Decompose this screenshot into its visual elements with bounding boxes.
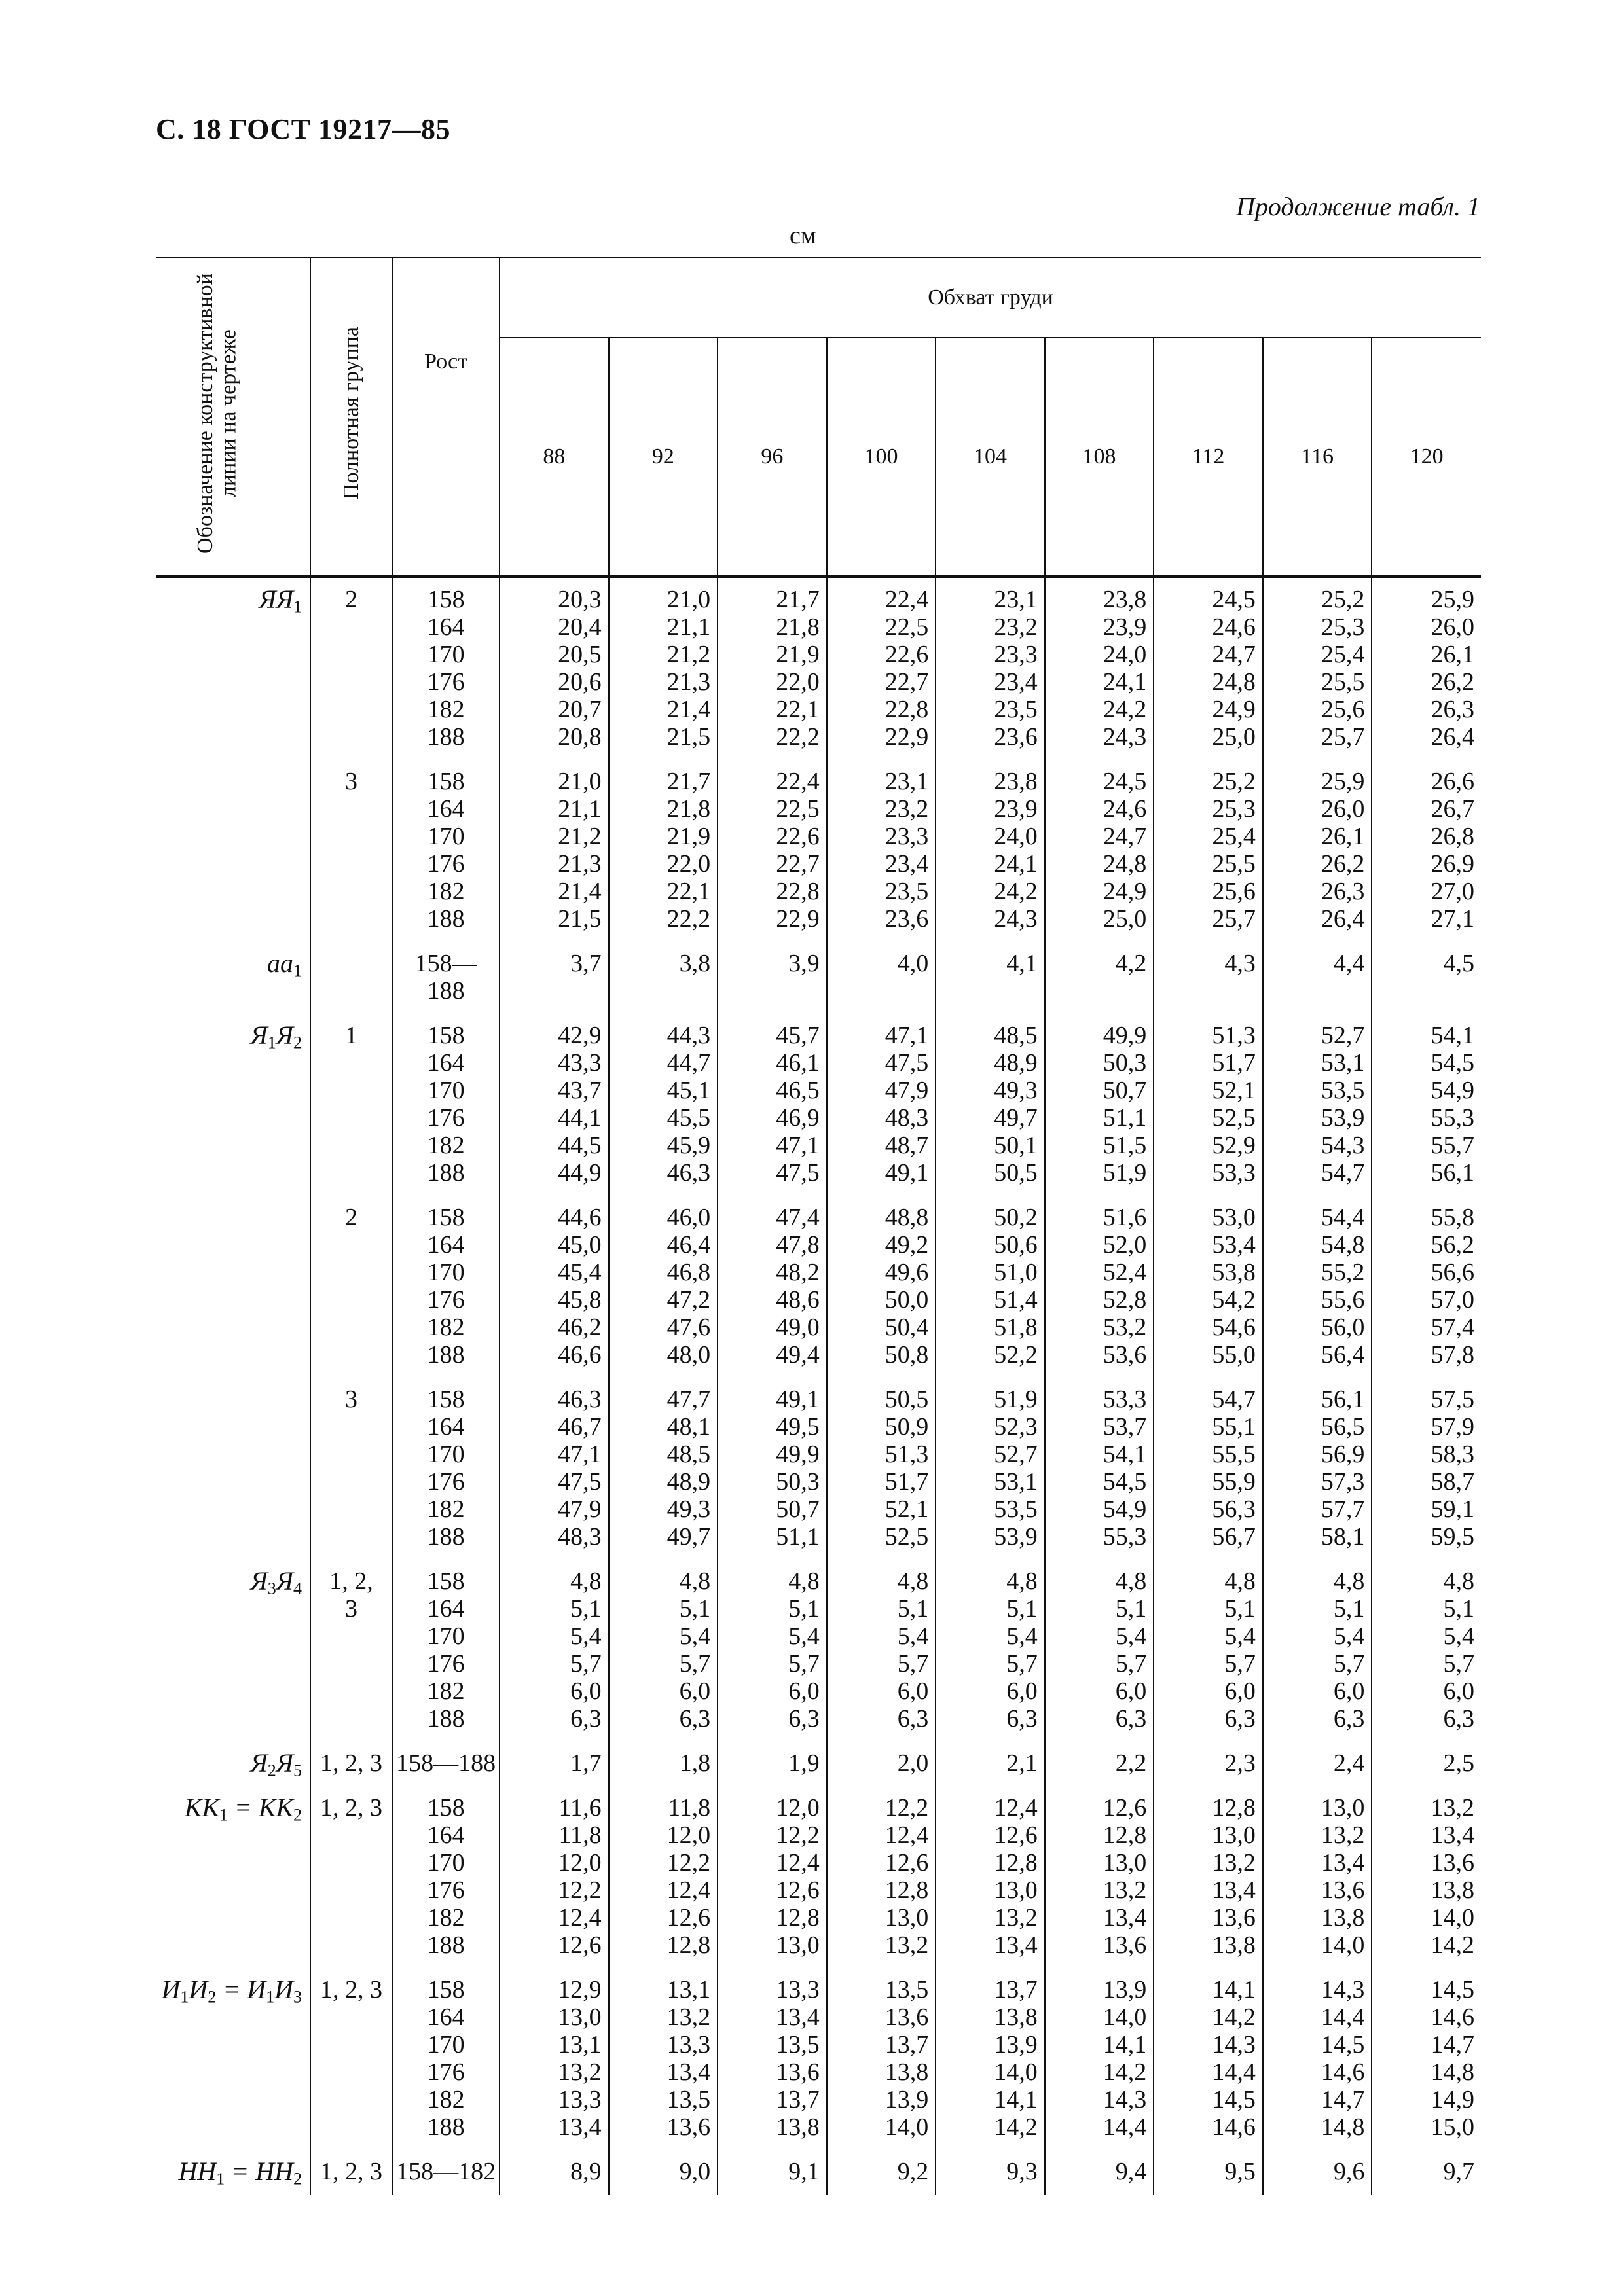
measurement-values: 11,6 11,8 12,0 12,2 12,4 12,6: [500, 1786, 609, 1968]
header-chest-size: 104: [936, 338, 1045, 576]
measurement-values: 4,8 5,1 5,4 5,7 6,0 6,3: [609, 1560, 718, 1742]
measurement-values: 21,0 21,1 21,2 21,3 21,4 21,5: [500, 760, 609, 942]
measurement-values: 9,3: [936, 2150, 1045, 2195]
measurement-values: 2,0: [827, 1742, 936, 1786]
measurement-values: 51,9 52,3 52,7 53,1 53,5 53,9: [936, 1378, 1045, 1560]
measurement-values: 53,3 53,7 54,1 54,5 54,9 55,3: [1045, 1378, 1154, 1560]
measurement-values: 3,9: [718, 942, 827, 1014]
fullness-group: 1, 2, 3: [310, 1560, 392, 1742]
measurement-values: 4,2: [1045, 942, 1154, 1014]
measurement-values: 9,4: [1045, 2150, 1154, 2195]
header-chest-girth: Обхват груди: [500, 257, 1481, 338]
line-designation: [156, 1968, 310, 2150]
measurement-values: 9,2: [827, 2150, 936, 2195]
table-row: [156, 1378, 1481, 1560]
header-line-designation: Обозначение конструктивной линии на чертеже: [156, 257, 310, 577]
header-chest-size: 96: [718, 338, 827, 576]
line-symbol: = КК: [227, 1793, 294, 1822]
measurement-values: 47,4 47,8 48,2 48,6 49,0 49,4: [718, 1196, 827, 1378]
measurement-values: 22,4 22,5 22,6 22,7 22,8 22,9: [827, 577, 936, 761]
line-subscript: 5: [293, 1761, 302, 1780]
measurement-values: 12,8 13,0 13,2 13,4 13,6 13,8: [1154, 1786, 1263, 1968]
measurement-values: 12,9 13,0 13,1 13,2 13,3 13,4: [500, 1968, 609, 2150]
measurement-values: 46,0 46,4 46,8 47,2 47,6 48,0: [609, 1196, 718, 1378]
height-values: 158—188: [392, 1742, 500, 1786]
measurement-values: 21,7 21,8 21,9 22,0 22,1 22,2: [609, 760, 718, 942]
measurement-values: 24,5 24,6 24,7 24,8 24,9 25,0: [1045, 760, 1154, 942]
line-designation: [156, 1742, 310, 1786]
measurement-values: 23,8 23,9 24,0 24,1 24,2 24,3: [936, 760, 1045, 942]
measurement-values: 54,1 54,5 54,9 55,3 55,7 56,1: [1372, 1014, 1481, 1196]
table-row: [156, 1560, 1481, 1742]
measurement-values: 23,8 23,9 24,0 24,1 24,2 24,3: [1045, 577, 1154, 761]
header-chest-size: 120: [1372, 338, 1481, 576]
height-values: 158 164 170 176 182 188: [392, 760, 500, 942]
header-chest-size: 112: [1154, 338, 1263, 576]
header-chest-size: 100: [827, 338, 936, 576]
measurement-values: 46,3 46,7 47,1 47,5 47,9 48,3: [500, 1378, 609, 1560]
measurement-values: 12,0 12,2 12,4 12,6 12,8 13,0: [718, 1786, 827, 1968]
line-subscript: 3: [267, 1579, 276, 1598]
line-subscript: 2: [267, 1761, 276, 1780]
measurement-values: 49,1 49,5 49,9 50,3 50,7 51,1: [718, 1378, 827, 1560]
measurement-values: 54,7 55,1 55,5 55,9 56,3 56,7: [1154, 1378, 1263, 1560]
measurement-values: 26,6 26,7 26,8 26,9 27,0 27,1: [1372, 760, 1481, 942]
measurement-values: 25,2 25,3 25,4 25,5 25,6 25,7: [1263, 577, 1372, 761]
measurement-values: 51,6 52,0 52,4 52,8 53,2 53,6: [1045, 1196, 1154, 1378]
measurement-values: 47,1 47,5 47,9 48,3 48,7 49,1: [827, 1014, 936, 1196]
measurement-values: 1,7: [500, 1742, 609, 1786]
measurement-values: 9,6: [1263, 2150, 1372, 2195]
measurement-values: 47,7 48,1 48,5 48,9 49,3 49,7: [609, 1378, 718, 1560]
table-row: [156, 1786, 1481, 1968]
height-values: 158 164 170 176 182 188: [392, 1968, 500, 2150]
measurement-values: 50,5 50,9 51,3 51,7 52,1 52,5: [827, 1378, 936, 1560]
line-subscript: 2: [293, 1805, 302, 1825]
measurement-values: 24,5 24,6 24,7 24,8 24,9 25,0: [1154, 577, 1263, 761]
line-symbol: Я: [276, 1020, 294, 1050]
height-values: 158 164 170 176 182 188: [392, 1014, 500, 1196]
height-values: 158 164 170 176 182 188: [392, 1560, 500, 1742]
line-designation: [156, 1014, 310, 1196]
measurement-values: 53,0 53,4 53,8 54,2 54,6 55,0: [1154, 1196, 1263, 1378]
line-designation: [156, 760, 310, 942]
measurement-values: 2,2: [1045, 1742, 1154, 1786]
measurement-values: 23,1 23,2 23,3 23,4 23,5 23,6: [827, 760, 936, 942]
line-designation: [156, 1786, 310, 1968]
line-symbol: Я: [250, 1566, 268, 1596]
measurement-values: 4,3: [1154, 942, 1263, 1014]
line-subscript: 4: [293, 1579, 302, 1598]
measurement-values: 9,7: [1372, 2150, 1481, 2195]
measurement-values: 22,4 22,5 22,6 22,7 22,8 22,9: [718, 760, 827, 942]
fullness-group: 3: [310, 1378, 392, 1560]
measurement-values: 51,3 51,7 52,1 52,5 52,9 53,3: [1154, 1014, 1263, 1196]
line-subscript: 2: [293, 1033, 302, 1052]
fullness-group: 1, 2, 3: [310, 1786, 392, 1968]
line-subscript: 2: [293, 2169, 302, 2189]
table-row: [156, 1742, 1481, 1786]
measurement-values: 3,7: [500, 942, 609, 1014]
measurement-values: 3,8: [609, 942, 718, 1014]
measurement-values: 2,5: [1372, 1742, 1481, 1786]
line-designation: [156, 2150, 310, 2195]
line-subscript: 1: [293, 961, 302, 980]
line-symbol: аа: [267, 948, 294, 978]
measurement-values: 55,8 56,2 56,6 57,0 57,4 57,8: [1372, 1196, 1481, 1378]
line-symbol: Я: [276, 1748, 294, 1778]
measurement-values: 4,8 5,1 5,4 5,7 6,0 6,3: [827, 1560, 936, 1742]
line-symbol: НН: [178, 2157, 217, 2186]
measurement-values: 44,6 45,0 45,4 45,8 46,2 46,6: [500, 1196, 609, 1378]
measurement-values: 49,9 50,3 50,7 51,1 51,5 51,9: [1045, 1014, 1154, 1196]
height-values: 158 164 170 176 182 188: [392, 1378, 500, 1560]
table-row: [156, 2150, 1481, 2195]
measurement-values: 13,1 13,2 13,3 13,4 13,5 13,6: [609, 1968, 718, 2150]
measurement-values: 4,8 5,1 5,4 5,7 6,0 6,3: [1154, 1560, 1263, 1742]
table-row: [156, 942, 1481, 1014]
measurement-values: 56,1 56,5 56,9 57,3 57,7 58,1: [1263, 1378, 1372, 1560]
fullness-group: [310, 942, 392, 1014]
line-subscript: 1: [267, 1033, 276, 1052]
measurement-values: 8,9: [500, 2150, 609, 2195]
line-subscript: 2: [208, 1987, 217, 2007]
measurement-values: 1,8: [609, 1742, 718, 1786]
line-subscript: 1: [216, 2169, 225, 2189]
measurement-values: 11,8 12,0 12,2 12,4 12,6 12,8: [609, 1786, 718, 1968]
measurement-values: 12,2 12,4 12,6 12,8 13,0 13,2: [827, 1786, 936, 1968]
fullness-group: 1, 2, 3: [310, 1968, 392, 2150]
fullness-group: 1, 2, 3: [310, 1742, 392, 1786]
measurement-values: 4,8 5,1 5,4 5,7 6,0 6,3: [1372, 1560, 1481, 1742]
line-symbol: Я: [250, 1748, 268, 1778]
measurement-values: 9,1: [718, 2150, 827, 2195]
measurement-values: 4,4: [1263, 942, 1372, 1014]
fullness-group: 3: [310, 760, 392, 942]
line-symbol: ЯЯ: [259, 584, 294, 614]
line-symbol: КК: [184, 1793, 219, 1822]
table-row: [156, 1196, 1481, 1378]
header-chest-size: 92: [609, 338, 718, 576]
measurement-values: 14,3 14,4 14,5 14,6 14,7 14,8: [1263, 1968, 1372, 2150]
measurement-values: 4,5: [1372, 942, 1481, 1014]
measurement-values: 1,9: [718, 1742, 827, 1786]
measurement-values: 25,2 25,3 25,4 25,5 25,6 25,7: [1154, 760, 1263, 942]
fullness-group: 2: [310, 1196, 392, 1378]
measurement-values: 13,3 13,4 13,5 13,6 13,7 13,8: [718, 1968, 827, 2150]
measurement-values: 14,1 14,2 14,3 14,4 14,5 14,6: [1154, 1968, 1263, 2150]
fullness-group: 1, 2, 3: [310, 2150, 392, 2195]
measurement-values: 20,3 20,4 20,5 20,6 20,7 20,8: [500, 577, 609, 761]
measurement-values: 12,4 12,6 12,8 13,0 13,2 13,4: [936, 1786, 1045, 1968]
measurement-values: 4,8 5,1 5,4 5,7 6,0 6,3: [718, 1560, 827, 1742]
height-values: 158 164 170 176 182 188: [392, 577, 500, 761]
header-height: Рост: [392, 257, 500, 577]
table-row: [156, 577, 1481, 761]
line-symbol: = И: [216, 1975, 266, 2004]
table-row: [156, 1968, 1481, 2150]
table-body: [156, 577, 1481, 2195]
measurement-values: 4,8 5,1 5,4 5,7 6,0 6,3: [936, 1560, 1045, 1742]
line-subscript: 1: [293, 597, 302, 617]
height-values: 158— 188: [392, 942, 500, 1014]
fullness-group: 1: [310, 1014, 392, 1196]
measurement-values: 21,7 21,8 21,9 22,0 22,1 22,2: [718, 577, 827, 761]
line-subscript: 1: [219, 1805, 228, 1825]
header-chest-size: 108: [1045, 338, 1154, 576]
line-symbol: = НН: [225, 2157, 294, 2186]
unit-label: см: [790, 222, 816, 249]
measurement-values: 4,1: [936, 942, 1045, 1014]
line-subscript: 1: [180, 1987, 189, 2007]
measurement-values: 21,0 21,1 21,2 21,3 21,4 21,5: [609, 577, 718, 761]
measurement-values: 4,0: [827, 942, 936, 1014]
measurement-values: 2,3: [1154, 1742, 1263, 1786]
header-chest-size: 88: [500, 338, 609, 576]
line-symbol: Я: [250, 1020, 268, 1050]
measurement-values: 4,8 5,1 5,4 5,7 6,0 6,3: [1263, 1560, 1372, 1742]
line-designation: [156, 577, 310, 761]
measurement-values: 14,5 14,6 14,7 14,8 14,9 15,0: [1372, 1968, 1481, 2150]
measurement-values: 54,4 54,8 55,2 55,6 56,0 56,4: [1263, 1196, 1372, 1378]
measurement-values: 42,9 43,3 43,7 44,1 44,5 44,9: [500, 1014, 609, 1196]
measurement-values: 25,9 26,0 26,1 26,2 26,3 26,4: [1372, 577, 1481, 761]
line-subscript: 1: [266, 1987, 275, 2007]
table-continuation-note: Продолжение табл. 1: [1235, 192, 1480, 221]
measurement-values: 13,7 13,8 13,9 14,0 14,1 14,2: [936, 1968, 1045, 2150]
page-header: С. 18 ГОСТ 19217—85: [156, 113, 451, 145]
measurement-values: 48,8 49,2 49,6 50,0 50,4 50,8: [827, 1196, 936, 1378]
line-designation: [156, 1560, 310, 1742]
line-subscript: 3: [293, 1987, 302, 2007]
line-symbol: Я: [276, 1566, 294, 1596]
header-fullness-group: Полнотная группа: [310, 257, 392, 577]
measurement-values: 9,5: [1154, 2150, 1263, 2195]
line-designation: [156, 1196, 310, 1378]
measurement-values: 9,0: [609, 2150, 718, 2195]
fullness-group: 2: [310, 577, 392, 761]
line-symbol: И: [274, 1975, 294, 2004]
measurement-values: 44,3 44,7 45,1 45,5 45,9 46,3: [609, 1014, 718, 1196]
header-chest-size: 116: [1263, 338, 1372, 576]
height-values: 158 164 170 176 182 188: [392, 1196, 500, 1378]
measurement-values: 13,0 13,2 13,4 13,6 13,8 14,0: [1263, 1786, 1372, 1968]
height-values: 158—182: [392, 2150, 500, 2195]
table-row: [156, 1014, 1481, 1196]
measurement-values: 57,5 57,9 58,3 58,7 59,1 59,5: [1372, 1378, 1481, 1560]
table-row: [156, 760, 1481, 942]
measurement-values: 45,7 46,1 46,5 46,9 47,1 47,5: [718, 1014, 827, 1196]
measurement-values: 23,1 23,2 23,3 23,4 23,5 23,6: [936, 577, 1045, 761]
measurement-values: 2,4: [1263, 1742, 1372, 1786]
line-designation: [156, 942, 310, 1014]
measurement-values: 13,5 13,6 13,7 13,8 13,9 14,0: [827, 1968, 936, 2150]
measurement-values: 2,1: [936, 1742, 1045, 1786]
measurement-values: 48,5 48,9 49,3 49,7 50,1 50,5: [936, 1014, 1045, 1196]
measurement-values: 12,6 12,8 13,0 13,2 13,4 13,6: [1045, 1786, 1154, 1968]
line-designation: [156, 1378, 310, 1560]
measurement-values: 4,8 5,1 5,4 5,7 6,0 6,3: [500, 1560, 609, 1742]
line-symbol: И: [161, 1975, 181, 2004]
height-values: 158 164 170 176 182 188: [392, 1786, 500, 1968]
measurement-values: 50,2 50,6 51,0 51,4 51,8 52,2: [936, 1196, 1045, 1378]
line-symbol: И: [189, 1975, 208, 2004]
measurement-values: 52,7 53,1 53,5 53,9 54,3 54,7: [1263, 1014, 1372, 1196]
measurement-values: 4,8 5,1 5,4 5,7 6,0 6,3: [1045, 1560, 1154, 1742]
measurement-table: [156, 257, 1481, 2195]
measurement-values: 13,9 14,0 14,1 14,2 14,3 14,4: [1045, 1968, 1154, 2150]
measurement-values: 25,9 26,0 26,1 26,2 26,3 26,4: [1263, 760, 1372, 942]
measurement-values: 13,2 13,4 13,6 13,8 14,0 14,2: [1372, 1786, 1481, 1968]
